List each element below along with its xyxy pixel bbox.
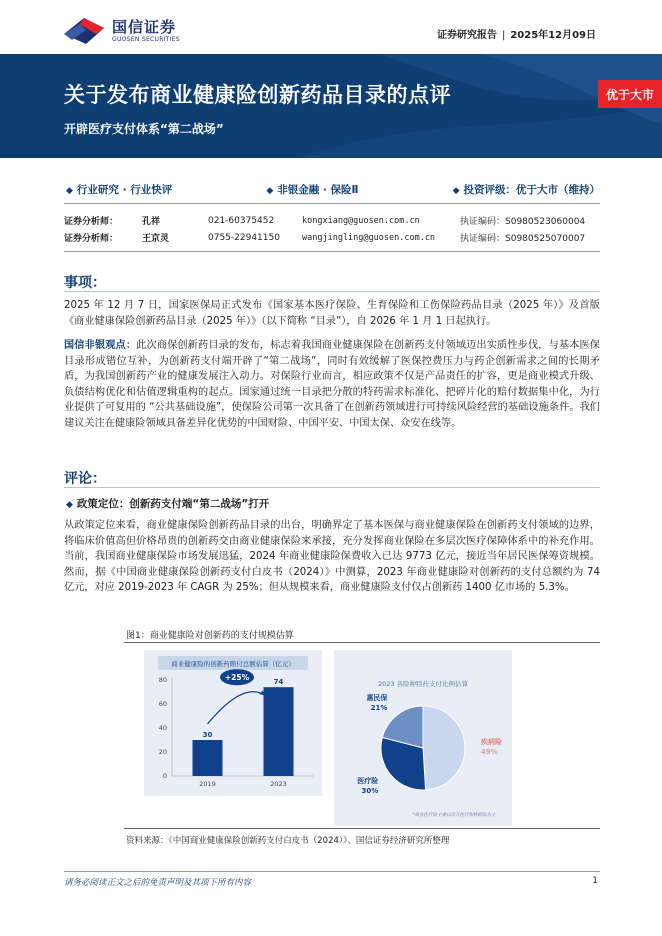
analyst-phone: 021-60375452 (208, 215, 275, 226)
analyst-email: wangjingling@guosen.com.cn (302, 232, 436, 243)
y-tick-label: 80 (158, 676, 167, 684)
footer-disclaimer: 请务必阅读正文之后的免责声明及其项下所有内容 (64, 878, 252, 888)
report-subtitle: 开辟医疗支付体系“第二战场” (64, 122, 224, 136)
logo-name-en: GUOSEN SECURITIES (112, 35, 181, 43)
report-type: 证券研究报告 (436, 30, 497, 41)
bar-value-label: 74 (273, 678, 284, 687)
section-underline (64, 291, 600, 292)
policy-subheading: ◆ 政策定位：创新药支付端“第二战场”打开 (66, 498, 270, 510)
investment-rating: ◆ 投资评级：优于大市（维持） (452, 184, 600, 196)
report-meta (437, 26, 596, 41)
analyst-row (64, 229, 604, 246)
pie-value-label: 21% (370, 704, 388, 713)
logo-name-cn: 国信证券 (112, 17, 177, 36)
brand-logo (62, 14, 242, 48)
analyst-phone: 0755-22941150 (208, 232, 280, 243)
view-label: 国信非银观点： (64, 340, 137, 351)
diamond-icon: ◆ (66, 186, 73, 196)
page-number: 1 (592, 876, 598, 886)
bar-chart-title: 商业健康险的创新药赔付总额估算（亿元） (171, 660, 295, 668)
pie-chart (334, 650, 512, 826)
pie-chart-note: *商业医疗险主要以百万医疗和特药险为主 (412, 813, 496, 818)
view-paragraph (64, 338, 600, 431)
figure-title: 图1：商业健康险对创新药的支付规模估算 (126, 631, 294, 641)
pie-chart-title: 2023 各险种特药支付比例估算 (377, 680, 469, 688)
growth-annotation: +25% (224, 673, 250, 683)
event-heading: 事项： (64, 275, 106, 291)
pie-slice-疾病险 (423, 706, 465, 790)
footer-rule (64, 871, 600, 872)
bar-value-label: 30 (202, 731, 213, 739)
growth-arrow (208, 692, 265, 724)
y-tick-label: 40 (158, 724, 167, 732)
policy-paragraph: 从政策定位来看，商业健康保险创新药品目录的出台，明确界定了基本医保与商业健康保险在创新药支付领域的边界，将临床价值高但价格昂贵的创新药交由商业健康保险来承接，充分发挥商业保险在多层次医疗保障体系中的补充作用。当前，我国商业健康保险市场发展迅猛，2024 年商业健康险保费收入已达 9773 亿元，接近当年居民医保筹资规模。然而，据《中国商业健康保险创新药支付白皮书（2024）》中测算，2023 年商业健康险对创新药的支付总额约为 74 亿元，对应 2019-2023 年 CAGR 为 25%；但从规模来看，商业健康险支付仅占创新药 1400 亿市场的 5.3%。 (64, 520, 600, 593)
diamond-icon: ◆ (452, 186, 460, 196)
divider (64, 203, 600, 204)
category-row (66, 182, 600, 197)
figure-top-rule (124, 642, 600, 643)
title-banner (0, 54, 662, 158)
figure-bottom-rule (124, 828, 600, 829)
y-tick-label: 20 (158, 748, 167, 756)
x-tick-label: 2023 (270, 780, 287, 788)
comment-heading: 评论： (64, 471, 106, 487)
figure-source: 资料来源：《中国商业健康保险创新药支付白皮书（2024）》、国信证券经济研究所整理 (126, 836, 450, 846)
analyst-role: 证券分析师： (64, 217, 119, 227)
y-tick-label: 0 (162, 772, 167, 780)
analyst-name: 孔祥 (142, 217, 161, 227)
bar-2019 (193, 740, 223, 776)
bar-2023 (264, 687, 294, 776)
report-title: 关于发布商业健康险创新药品目录的点评 (64, 83, 451, 107)
analyst-table (64, 212, 604, 246)
pie-value-label: 30% (361, 786, 379, 795)
analyst-name: 王京灵 (142, 234, 170, 244)
pie-chart-panel (334, 650, 512, 826)
x-tick-label: 2019 (199, 780, 216, 788)
divider (64, 251, 600, 252)
meta-separator: | (501, 30, 506, 41)
industry-category: ◆ 行业研究 · 行业快评 (66, 184, 173, 196)
bar-chart-panel (144, 650, 322, 796)
rating-badge: 优于大市 (598, 80, 662, 108)
pie-value-label: 49% (480, 748, 498, 757)
analyst-email: kongxiang@guosen.com.cn (302, 215, 420, 226)
guosen-logo-icon (62, 14, 108, 48)
diamond-icon: ◆ (66, 500, 73, 510)
analyst-role: 证券分析师： (64, 234, 119, 244)
analyst-license: 执证编码：S0980525070007 (460, 234, 586, 244)
event-paragraph: 2025 年 12 月 7 日，国家医保局正式发布《国家基本医疗保险、生育保险和工伤保险药品目录（2025 年）》及首版《商业健康保险创新药品目录（2025 年）》（以下简称 “目录”），自 2026 年 1 月 1 日起执行。 (64, 300, 600, 327)
view-text: 此次商保创新药目录的发布，标志着我国商业健康保险在创新药支付领域迈出实质性步伐，与基本医保目录形成错位互补，为创新药支付端开辟了“第二战场”，同时有效缓解了医保控费压力与药企创新需求之间的长期矛盾，为我国创新药产业的健康发展注入动力。对保险行业而言，相应政策不仅是产品责任的扩容，更是商业模式升级、负债结构优化和估值逻辑重构的起点。国家通过统一目录把分散的特药需求标准化、把碎片化的赔付数据集中化，为行业提供了可复用的 “公共基础设施”，使保险公司第一次具备了在创新药领域进行可持续风险经营的基础设施条件。我们建议关注在健康险领域具备差异化优势的中国财险、中国平安、中国太保、众安在线等。 (64, 340, 600, 429)
section-underline (64, 487, 600, 488)
report-date: 2025年12月09日 (510, 30, 596, 41)
analyst-row (64, 212, 604, 229)
pie-label: 医疗险 (357, 776, 379, 785)
pie-label: 惠民保 (366, 694, 388, 703)
analyst-license: 执证编码：S0980523060004 (460, 217, 586, 227)
sector-category: ◆ 非银金融 · 保险Ⅱ (266, 184, 359, 196)
y-tick-label: 60 (158, 700, 167, 708)
pie-label: 疾病险 (480, 738, 502, 747)
diamond-icon: ◆ (266, 186, 274, 196)
bar-chart (144, 650, 322, 796)
